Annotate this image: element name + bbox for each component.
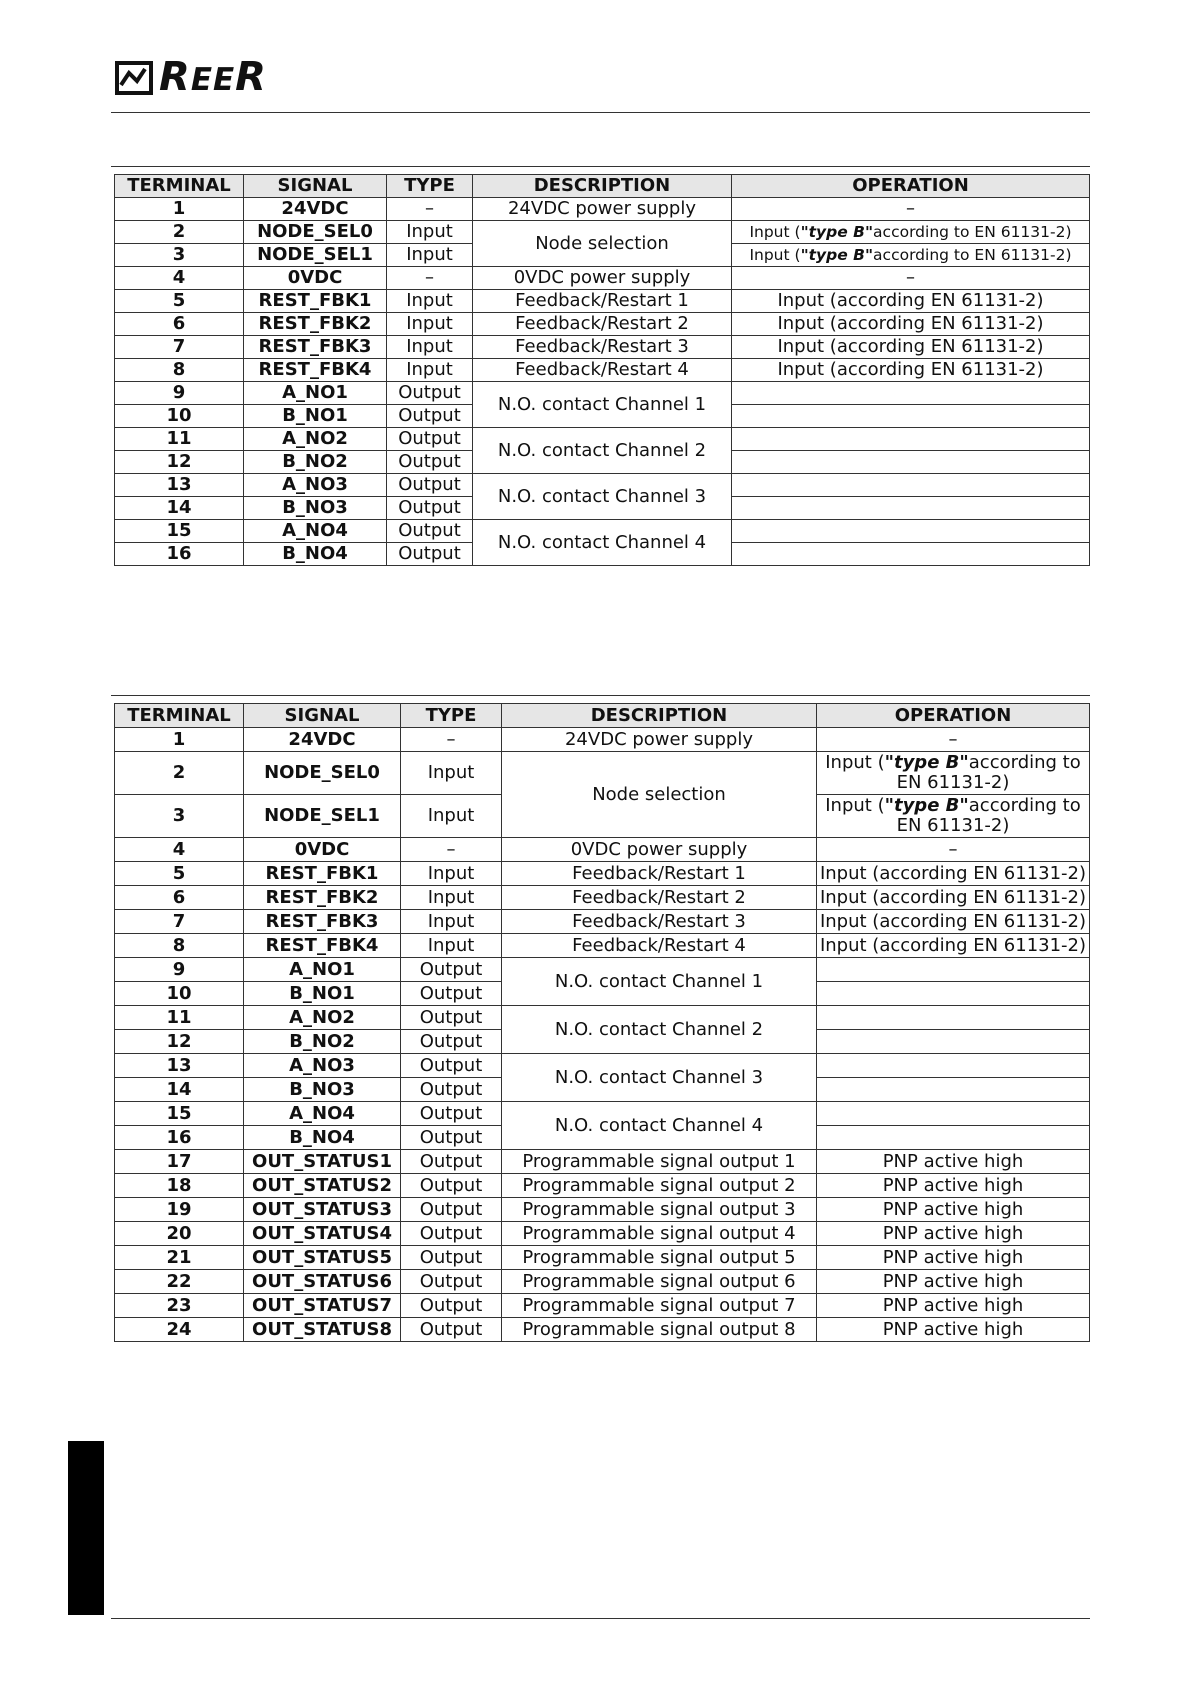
- table-row: [115, 1270, 1090, 1294]
- cell-description: N.O. contact Channel 2: [473, 428, 732, 474]
- cell-terminal: 18: [115, 1174, 244, 1198]
- cell-operation: Input (according EN 61131-2): [732, 313, 1090, 336]
- cell-description: Programmable signal output 1: [502, 1150, 817, 1174]
- table-row: [115, 752, 1090, 795]
- cell-operation: [732, 474, 1090, 497]
- column-header-type: TYPE: [401, 704, 502, 728]
- table-row: [115, 1054, 1090, 1078]
- cell-operation: PNP active high: [817, 1222, 1090, 1246]
- cell-signal: 24VDC: [244, 728, 401, 752]
- cell-operation: [817, 1054, 1090, 1078]
- cell-terminal: 12: [115, 451, 244, 474]
- cell-description: Programmable signal output 7: [502, 1294, 817, 1318]
- cell-terminal: 16: [115, 1126, 244, 1150]
- cell-signal: OUT_STATUS5: [244, 1246, 401, 1270]
- cell-type: Output: [401, 1198, 502, 1222]
- cell-operation: –: [732, 267, 1090, 290]
- table-row: [115, 728, 1090, 752]
- cell-description: Feedback/Restart 4: [502, 934, 817, 958]
- header-row: [115, 704, 1090, 728]
- cell-signal: B_NO1: [244, 405, 387, 428]
- cell-signal: A_NO2: [244, 428, 387, 451]
- terminal-table-1: [114, 174, 1090, 566]
- cell-type: Output: [387, 382, 473, 405]
- cell-terminal: 14: [115, 1078, 244, 1102]
- cell-terminal: 16: [115, 543, 244, 566]
- cell-operation: Input ("type B"according to EN 61131-2): [732, 221, 1090, 244]
- cell-signal: NODE_SEL1: [244, 244, 387, 267]
- cell-terminal: 11: [115, 1006, 244, 1030]
- cell-operation: PNP active high: [817, 1294, 1090, 1318]
- cell-description: 24VDC power supply: [502, 728, 817, 752]
- table-row: [115, 1222, 1090, 1246]
- cell-type: Input: [401, 862, 502, 886]
- cell-type: –: [387, 198, 473, 221]
- table-row: [115, 1006, 1090, 1030]
- table-row: [115, 198, 1090, 221]
- table1-top-rule: [111, 166, 1090, 167]
- page-edge-tab: [68, 1441, 104, 1615]
- table2-top-rule: [111, 695, 1090, 696]
- cell-type: Output: [401, 1030, 502, 1054]
- cell-terminal: 4: [115, 267, 244, 290]
- cell-type: Output: [401, 1078, 502, 1102]
- table-row: [115, 428, 1090, 451]
- cell-terminal: 15: [115, 1102, 244, 1126]
- cell-signal: A_NO2: [244, 1006, 401, 1030]
- cell-operation: [817, 1030, 1090, 1054]
- cell-operation: PNP active high: [817, 1270, 1090, 1294]
- cell-operation: –: [732, 198, 1090, 221]
- cell-signal: B_NO2: [244, 451, 387, 474]
- cell-type: Input: [387, 221, 473, 244]
- cell-description: N.O. contact Channel 1: [473, 382, 732, 428]
- table-row: [115, 862, 1090, 886]
- cell-type: Output: [401, 1150, 502, 1174]
- cell-type: Input: [387, 244, 473, 267]
- cell-type: Output: [401, 982, 502, 1006]
- cell-type: Output: [387, 451, 473, 474]
- cell-type: Input: [387, 336, 473, 359]
- cell-operation: PNP active high: [817, 1198, 1090, 1222]
- cell-description: Node selection: [473, 221, 732, 267]
- column-header-description: DESCRIPTION: [502, 704, 817, 728]
- cell-operation: –: [817, 728, 1090, 752]
- reer-logo-icon: [115, 59, 155, 97]
- cell-signal: OUT_STATUS2: [244, 1174, 401, 1198]
- cell-type: Input: [401, 795, 502, 838]
- cell-operation: [817, 958, 1090, 982]
- cell-signal: OUT_STATUS4: [244, 1222, 401, 1246]
- cell-type: Input: [387, 290, 473, 313]
- cell-type: Output: [387, 474, 473, 497]
- cell-signal: OUT_STATUS8: [244, 1318, 401, 1342]
- cell-description: Programmable signal output 3: [502, 1198, 817, 1222]
- cell-description: N.O. contact Channel 3: [502, 1054, 817, 1102]
- cell-operation: [817, 1006, 1090, 1030]
- cell-terminal: 7: [115, 910, 244, 934]
- cell-description: 0VDC power supply: [473, 267, 732, 290]
- table-row: [115, 910, 1090, 934]
- cell-signal: 24VDC: [244, 198, 387, 221]
- cell-operation: Input (according EN 61131-2): [732, 336, 1090, 359]
- cell-type: Input: [401, 752, 502, 795]
- cell-signal: OUT_STATUS7: [244, 1294, 401, 1318]
- cell-description: N.O. contact Channel 3: [473, 474, 732, 520]
- cell-signal: REST_FBK3: [244, 336, 387, 359]
- cell-description: Feedback/Restart 2: [502, 886, 817, 910]
- cell-description: N.O. contact Channel 4: [502, 1102, 817, 1150]
- reer-logo: [115, 53, 267, 100]
- cell-type: Input: [401, 934, 502, 958]
- cell-signal: REST_FBK1: [244, 862, 401, 886]
- cell-signal: B_NO2: [244, 1030, 401, 1054]
- cell-signal: NODE_SEL1: [244, 795, 401, 838]
- cell-operation: [732, 520, 1090, 543]
- cell-signal: A_NO3: [244, 474, 387, 497]
- cell-description: Feedback/Restart 1: [473, 290, 732, 313]
- cell-type: Output: [401, 1102, 502, 1126]
- cell-description: Programmable signal output 8: [502, 1318, 817, 1342]
- column-header-type: TYPE: [387, 175, 473, 198]
- cell-terminal: 8: [115, 359, 244, 382]
- table-row: [115, 359, 1090, 382]
- cell-type: Output: [401, 1294, 502, 1318]
- cell-operation: [732, 405, 1090, 428]
- table-row: [115, 838, 1090, 862]
- cell-operation: Input (according EN 61131-2): [817, 886, 1090, 910]
- cell-operation: Input (according EN 61131-2): [732, 359, 1090, 382]
- cell-type: Output: [387, 405, 473, 428]
- column-header-operation: OPERATION: [817, 704, 1090, 728]
- cell-terminal: 3: [115, 795, 244, 838]
- cell-signal: REST_FBK2: [244, 886, 401, 910]
- cell-description: 24VDC power supply: [473, 198, 732, 221]
- cell-signal: B_NO1: [244, 982, 401, 1006]
- cell-description: N.O. contact Channel 1: [502, 958, 817, 1006]
- column-header-signal: SIGNAL: [244, 175, 387, 198]
- cell-signal: A_NO4: [244, 1102, 401, 1126]
- cell-terminal: 6: [115, 313, 244, 336]
- cell-type: Output: [401, 1270, 502, 1294]
- cell-description: Programmable signal output 2: [502, 1174, 817, 1198]
- cell-description: Programmable signal output 5: [502, 1246, 817, 1270]
- cell-terminal: 23: [115, 1294, 244, 1318]
- cell-signal: A_NO1: [244, 958, 401, 982]
- cell-operation: Input (according EN 61131-2): [817, 862, 1090, 886]
- cell-operation: PNP active high: [817, 1174, 1090, 1198]
- cell-description: Feedback/Restart 2: [473, 313, 732, 336]
- cell-signal: 0VDC: [244, 838, 401, 862]
- table-row: [115, 382, 1090, 405]
- footer-rule: [111, 1618, 1090, 1619]
- cell-type: Output: [387, 428, 473, 451]
- cell-signal: OUT_STATUS3: [244, 1198, 401, 1222]
- cell-terminal: 8: [115, 934, 244, 958]
- cell-signal: REST_FBK2: [244, 313, 387, 336]
- cell-signal: OUT_STATUS6: [244, 1270, 401, 1294]
- cell-terminal: 3: [115, 244, 244, 267]
- table-row: [115, 267, 1090, 290]
- cell-type: Output: [401, 1174, 502, 1198]
- table-row: [115, 1246, 1090, 1270]
- table-row: [115, 1198, 1090, 1222]
- cell-operation: [732, 543, 1090, 566]
- cell-terminal: 6: [115, 886, 244, 910]
- table-row: [115, 520, 1090, 543]
- cell-operation: PNP active high: [817, 1150, 1090, 1174]
- cell-terminal: 4: [115, 838, 244, 862]
- cell-type: Output: [401, 1006, 502, 1030]
- cell-operation: [817, 1126, 1090, 1150]
- table-row: [115, 221, 1090, 244]
- cell-operation: [732, 451, 1090, 474]
- cell-operation: Input ("type B"according to EN 61131-2): [732, 244, 1090, 267]
- cell-type: Output: [387, 543, 473, 566]
- table-row: [115, 1150, 1090, 1174]
- cell-type: –: [401, 838, 502, 862]
- cell-terminal: 12: [115, 1030, 244, 1054]
- cell-signal: B_NO3: [244, 1078, 401, 1102]
- cell-description: Programmable signal output 4: [502, 1222, 817, 1246]
- cell-terminal: 20: [115, 1222, 244, 1246]
- column-header-terminal: TERMINAL: [115, 175, 244, 198]
- cell-terminal: 21: [115, 1246, 244, 1270]
- cell-operation: PNP active high: [817, 1246, 1090, 1270]
- cell-terminal: 24: [115, 1318, 244, 1342]
- cell-operation: Input ("type B"according to EN 61131-2): [817, 795, 1090, 838]
- cell-terminal: 13: [115, 1054, 244, 1078]
- cell-operation: Input (according EN 61131-2): [817, 934, 1090, 958]
- cell-operation: Input (according EN 61131-2): [817, 910, 1090, 934]
- table-row: [115, 958, 1090, 982]
- table-row: [115, 1102, 1090, 1126]
- cell-terminal: 10: [115, 405, 244, 428]
- cell-operation: [817, 1102, 1090, 1126]
- cell-description: Feedback/Restart 3: [502, 910, 817, 934]
- cell-terminal: 14: [115, 497, 244, 520]
- cell-operation: [817, 1078, 1090, 1102]
- table-row: [115, 934, 1090, 958]
- cell-operation: PNP active high: [817, 1318, 1090, 1342]
- cell-type: Output: [401, 958, 502, 982]
- cell-terminal: 19: [115, 1198, 244, 1222]
- cell-terminal: 13: [115, 474, 244, 497]
- cell-type: Output: [401, 1318, 502, 1342]
- cell-terminal: 1: [115, 198, 244, 221]
- cell-operation: –: [817, 838, 1090, 862]
- cell-type: Output: [387, 520, 473, 543]
- table-row: [115, 1294, 1090, 1318]
- cell-signal: A_NO3: [244, 1054, 401, 1078]
- cell-description: Feedback/Restart 4: [473, 359, 732, 382]
- table-row: [115, 336, 1090, 359]
- cell-description: 0VDC power supply: [502, 838, 817, 862]
- cell-signal: B_NO4: [244, 1126, 401, 1150]
- cell-signal: REST_FBK4: [244, 359, 387, 382]
- logo-wordmark: REER: [159, 53, 267, 100]
- cell-description: N.O. contact Channel 2: [502, 1006, 817, 1054]
- cell-terminal: 17: [115, 1150, 244, 1174]
- cell-signal: 0VDC: [244, 267, 387, 290]
- cell-signal: B_NO4: [244, 543, 387, 566]
- cell-signal: A_NO1: [244, 382, 387, 405]
- cell-terminal: 11: [115, 428, 244, 451]
- cell-signal: A_NO4: [244, 520, 387, 543]
- header-row: [115, 175, 1090, 198]
- cell-terminal: 9: [115, 382, 244, 405]
- table-row: [115, 474, 1090, 497]
- cell-type: –: [387, 267, 473, 290]
- cell-operation: [732, 428, 1090, 451]
- cell-terminal: 5: [115, 290, 244, 313]
- cell-terminal: 9: [115, 958, 244, 982]
- cell-signal: OUT_STATUS1: [244, 1150, 401, 1174]
- cell-type: Input: [387, 313, 473, 336]
- header-rule: [111, 112, 1090, 113]
- cell-terminal: 1: [115, 728, 244, 752]
- cell-signal: NODE_SEL0: [244, 221, 387, 244]
- table-row: [115, 1318, 1090, 1342]
- cell-type: Output: [401, 1222, 502, 1246]
- cell-type: Output: [387, 497, 473, 520]
- cell-signal: REST_FBK3: [244, 910, 401, 934]
- cell-type: –: [401, 728, 502, 752]
- cell-terminal: 2: [115, 221, 244, 244]
- table-row: [115, 886, 1090, 910]
- column-header-terminal: TERMINAL: [115, 704, 244, 728]
- column-header-operation: OPERATION: [732, 175, 1090, 198]
- cell-terminal: 10: [115, 982, 244, 1006]
- table-row: [115, 290, 1090, 313]
- cell-type: Input: [387, 359, 473, 382]
- cell-signal: B_NO3: [244, 497, 387, 520]
- cell-terminal: 22: [115, 1270, 244, 1294]
- cell-description: Programmable signal output 6: [502, 1270, 817, 1294]
- table-row: [115, 1174, 1090, 1198]
- cell-operation: [732, 382, 1090, 405]
- cell-description: Node selection: [502, 752, 817, 838]
- cell-type: Input: [401, 886, 502, 910]
- cell-description: N.O. contact Channel 4: [473, 520, 732, 566]
- cell-terminal: 7: [115, 336, 244, 359]
- column-header-description: DESCRIPTION: [473, 175, 732, 198]
- cell-operation: Input (according EN 61131-2): [732, 290, 1090, 313]
- cell-terminal: 15: [115, 520, 244, 543]
- column-header-signal: SIGNAL: [244, 704, 401, 728]
- cell-operation: [817, 982, 1090, 1006]
- cell-type: Input: [401, 910, 502, 934]
- cell-description: Feedback/Restart 3: [473, 336, 732, 359]
- cell-terminal: 2: [115, 752, 244, 795]
- cell-operation: Input ("type B"according to EN 61131-2): [817, 752, 1090, 795]
- table-row: [115, 313, 1090, 336]
- cell-description: Feedback/Restart 1: [502, 862, 817, 886]
- terminal-table-2: [114, 703, 1090, 1342]
- cell-signal: REST_FBK4: [244, 934, 401, 958]
- cell-type: Output: [401, 1126, 502, 1150]
- cell-signal: REST_FBK1: [244, 290, 387, 313]
- cell-signal: NODE_SEL0: [244, 752, 401, 795]
- cell-terminal: 5: [115, 862, 244, 886]
- cell-type: Output: [401, 1054, 502, 1078]
- cell-operation: [732, 497, 1090, 520]
- cell-type: Output: [401, 1246, 502, 1270]
